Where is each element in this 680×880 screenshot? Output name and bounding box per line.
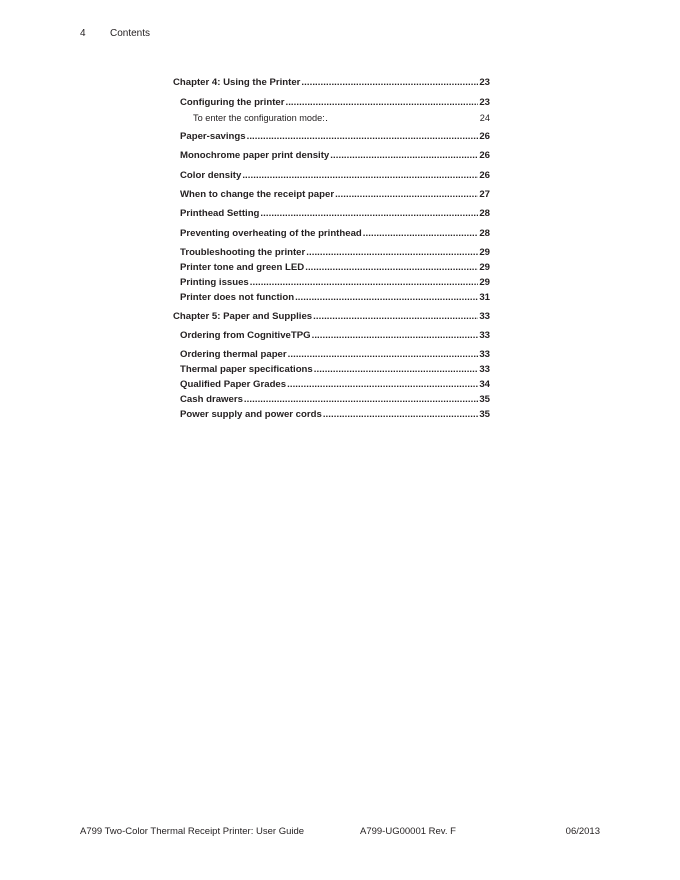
footer-document-number: A799-UG00001 Rev. F <box>360 826 456 837</box>
toc-entry-title: Preventing overheating of the printhead <box>180 228 362 239</box>
toc-entry-page: 28 <box>479 208 490 219</box>
toc-entry-chapter-5[interactable] <box>173 311 490 323</box>
toc-entry-title: Printer tone and green LED <box>180 262 305 273</box>
toc-entry-title: When to change the receipt paper <box>180 189 335 200</box>
toc-entry-page: 33 <box>479 364 490 375</box>
toc-entry-thermal-paper-specs[interactable] <box>173 364 490 376</box>
toc-entry-page: 29 <box>479 247 490 258</box>
toc-entry-page: 34 <box>479 379 490 390</box>
toc-entry-page: 26 <box>479 150 490 161</box>
toc-entry-page: 35 <box>479 394 490 405</box>
toc-entry-page: 29 <box>479 277 490 288</box>
toc-entry-title: Printing issues <box>180 277 249 288</box>
toc-entry-page: 33 <box>479 311 490 322</box>
toc-entry-troubleshooting[interactable] <box>173 247 490 259</box>
toc-entry-page: 35 <box>479 409 490 420</box>
toc-entry-title: Ordering thermal paper <box>180 349 287 360</box>
toc-leader-dots <box>335 189 478 201</box>
toc-entry-title: Chapter 5: Paper and Supplies <box>173 311 313 322</box>
toc-entry-monochrome-density[interactable] <box>173 150 490 162</box>
toc-entry-title: Qualified Paper Grades <box>180 379 287 390</box>
toc-entry-change-receipt-paper[interactable] <box>173 189 490 201</box>
toc-entry-color-density[interactable] <box>173 170 490 182</box>
toc-entry-page: 31 <box>479 292 490 303</box>
toc-entry-title: Printhead Setting <box>180 208 260 219</box>
toc-leader-dots <box>305 262 478 274</box>
toc-entry-page: 26 <box>479 170 490 181</box>
toc-leader-dots <box>301 77 478 89</box>
toc-entry-ordering-thermal-paper[interactable] <box>173 349 490 361</box>
toc-entry-title: Thermal paper specifications <box>180 364 313 375</box>
toc-entry-configuring-printer[interactable] <box>173 97 490 109</box>
page-header <box>80 28 150 39</box>
toc-entry-title: Ordering from CognitiveTPG <box>180 330 311 341</box>
toc-entry-page: 33 <box>479 330 490 341</box>
toc-entry-power-supply-cords[interactable] <box>173 409 490 421</box>
toc-leader-dots <box>323 409 479 421</box>
toc-entry-title: Paper-savings <box>180 131 246 142</box>
header-section-title: Contents <box>110 28 151 39</box>
toc-leader-dots <box>313 311 478 323</box>
toc-entry-title: Printer does not function <box>180 292 295 303</box>
toc-entry-page: 33 <box>479 349 490 360</box>
toc-entry-page: 23 <box>479 77 490 88</box>
toc-leader-dots <box>288 349 479 361</box>
toc-entry-title: Chapter 4: Using the Printer <box>173 77 301 88</box>
toc-entry-preventing-overheating[interactable] <box>173 228 490 240</box>
toc-entry-page: 27 <box>479 189 490 200</box>
toc-leader-dots <box>287 379 478 391</box>
footer-date: 06/2013 <box>565 826 600 837</box>
toc-entry-page: 28 <box>479 228 490 239</box>
toc-entry-ordering-cognitivetpg[interactable] <box>173 330 490 342</box>
toc-entry-page: 29 <box>479 262 490 273</box>
toc-leader-dots <box>314 364 479 376</box>
toc-leader-dots <box>363 228 479 240</box>
toc-entry-title: Configuring the printer <box>180 97 285 108</box>
toc-entry-title: Color density <box>180 170 242 181</box>
toc-leader-dots <box>244 394 478 406</box>
toc-entry-cash-drawers[interactable] <box>173 394 490 406</box>
toc-leader-dots <box>260 208 478 220</box>
toc-entry-printhead-setting[interactable] <box>173 208 490 220</box>
toc-entry-printing-issues[interactable] <box>173 277 490 289</box>
toc-leader-dots <box>285 97 478 109</box>
toc-leader-dots <box>250 277 479 289</box>
toc-leader-dots <box>330 150 478 162</box>
toc-entry-page: 23 <box>479 97 490 108</box>
toc-entry-title: To enter the configuration mode: <box>193 113 325 123</box>
toc-entry-title: Cash drawers <box>180 394 243 405</box>
footer-document-title: A799 Two-Color Thermal Receipt Printer: User Guide <box>80 826 305 837</box>
toc-entry-title: Power supply and power cords <box>180 409 322 420</box>
toc-leader-dots <box>326 112 479 126</box>
toc-entry-title: Monochrome paper print density <box>180 150 330 161</box>
toc-entry-title: Troubleshooting the printer <box>180 247 306 258</box>
toc-leader-dots <box>247 131 479 143</box>
toc-entry-paper-savings[interactable] <box>173 131 490 143</box>
page-number: 4 <box>80 28 86 39</box>
toc-leader-dots <box>306 247 478 259</box>
toc-entry-tone-green-led[interactable] <box>173 262 490 274</box>
toc-leader-dots <box>295 292 478 304</box>
toc-entry-page: 24 <box>479 113 490 123</box>
toc-entry-chapter-4[interactable] <box>173 77 490 89</box>
toc-leader-dots <box>242 170 478 182</box>
toc-entry-printer-does-not-function[interactable] <box>173 292 490 304</box>
toc-leader-dots <box>312 330 479 342</box>
toc-entry-qualified-paper-grades[interactable] <box>173 379 490 391</box>
toc-entry-enter-configuration-mode[interactable] <box>173 112 490 126</box>
toc-entry-page: 26 <box>479 131 490 142</box>
